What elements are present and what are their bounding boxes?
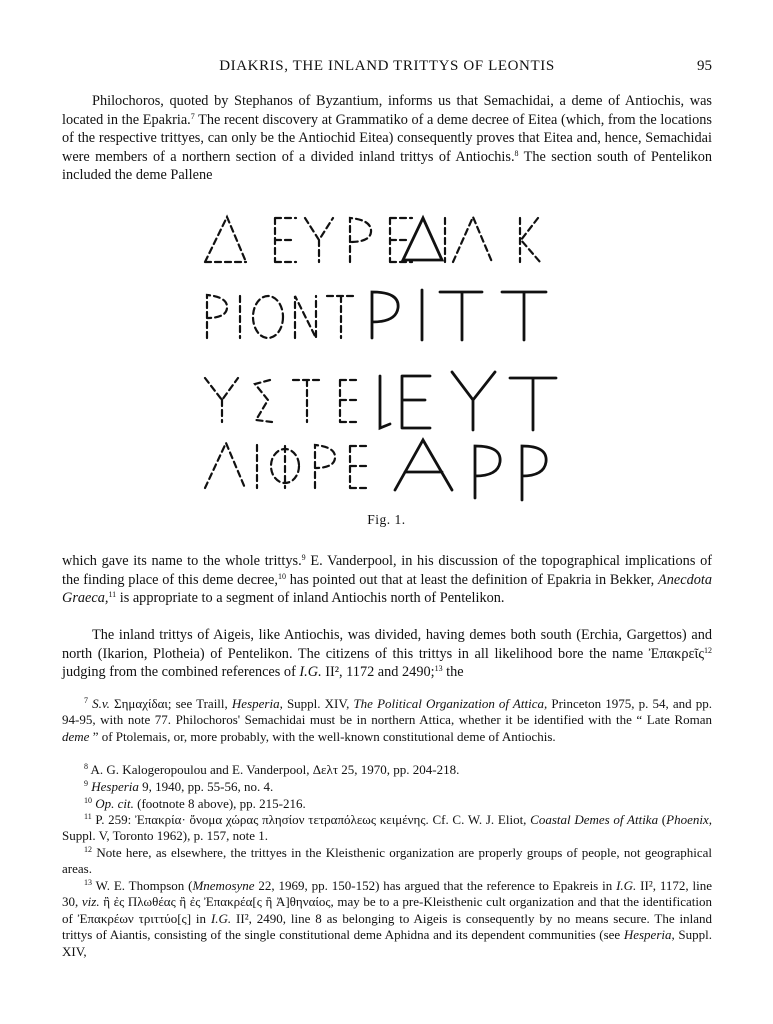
journal-title: Mnemosyne	[192, 878, 255, 893]
footnote-number: 12	[84, 845, 92, 854]
text: Philochoros, quoted by Stephanos of Byzantium, informs us that Semachidai, a deme of Antiochis, was located in the Epakria.	[62, 93, 712, 128]
footnote-10	[62, 796, 712, 812]
inscription-solid-delta	[403, 218, 442, 260]
footnote-ref-13[interactable]: 13	[434, 664, 443, 674]
footnote-number: 8	[84, 762, 88, 771]
footnote-13	[62, 878, 712, 960]
text: which gave its name to the whole trittys.	[62, 553, 302, 569]
text: P. 259: Ἐπακρία· ὄνομα χώρας πλησίον τετραπόλεως κειμένης. Cf. C. W. J. Eliot,	[91, 812, 531, 827]
footnote-7	[62, 696, 712, 745]
text: is appropriate to a segment of inland Antiochis north of Pentelikon.	[116, 590, 505, 607]
text: viz.	[81, 894, 100, 910]
journal-title: Hesperia,	[623, 927, 675, 943]
footnote-9	[62, 779, 712, 795]
text: judging from the combined references of	[62, 664, 300, 681]
text: deme	[62, 728, 90, 744]
text: Note here, as elsewhere, the trittyes in the Kleisthenic organization are properly groups of people, not geographical areas.	[62, 845, 712, 877]
footnote-number: 9	[84, 779, 88, 788]
abbrev-ig: I.G.	[299, 664, 322, 681]
footnote-ref-7[interactable]: 7	[190, 111, 195, 121]
text: ἢ ἐς Πλωθέας ἢ ἐς Ἐπακρέα[ς ἢ Ἀ]θηναίος, may be to a pre-Kleisthenic cult organization and that the identification of Ἐπακρέων τριττύο[ς] in	[62, 894, 712, 926]
text: Op. cit.	[95, 796, 134, 811]
inscription-row-3-solid	[380, 372, 556, 430]
book-title: Coastal Demes of Attika	[530, 812, 659, 827]
inscription-row-2	[207, 295, 355, 338]
text: Suppl. V, Toronto 1962), p. 157, note 1.	[62, 828, 269, 844]
paragraph-semachidai	[62, 92, 712, 185]
text: E. Vanderpool, in his discussion of the topographical implications of the finding place of this deme decree,	[62, 553, 712, 588]
text: 22, 1969, pp. 150-152) has argued that the reference to Epakreis in	[254, 878, 617, 893]
inscription-row-1	[205, 217, 540, 262]
text: ” of Ptolemais, or, more probably, with the well-known constitutional deme of Antiochis.	[89, 728, 556, 744]
text: Princeton 1975, p. 54, and pp. 94-95, with note 77. Philochoros' Semachidai must be in northern Attica, whether it be identified with the “ Late Roman	[62, 696, 713, 728]
paragraph-vanderpool	[62, 552, 712, 608]
page-number: 95	[697, 58, 712, 74]
text: II², 1172, line 30,	[62, 878, 712, 910]
book-title: Anecdota Graeca,	[62, 571, 712, 607]
inscription-row-4-solid	[395, 440, 546, 500]
footnote-12	[62, 845, 712, 878]
text: S.v.	[92, 696, 110, 711]
inscription-row-2-solid	[372, 290, 546, 340]
footnote-ref-12[interactable]: 12	[704, 645, 712, 655]
footnote-number: 11	[84, 812, 92, 821]
journal-title: Phoenix,	[666, 812, 712, 827]
footnote-number: 10	[84, 796, 92, 805]
inscription-figure	[190, 200, 570, 510]
figure-caption: Fig. 1.	[367, 512, 406, 527]
footnote-number: 13	[84, 878, 92, 887]
footnote-ref-9[interactable]: 9	[301, 553, 306, 562]
journal-title: Hesperia,	[231, 696, 283, 711]
text: A. G. Kalogeropoulou and E. Vanderpool, Δελτ 25, 1970, pp. 204-218.	[88, 762, 460, 777]
journal-title: Hesperia	[91, 779, 139, 794]
text: Σημαχίδαι; see Traill,	[109, 696, 232, 711]
text: II², 1172 and 2490;	[321, 664, 435, 681]
inscription-row-4	[205, 443, 370, 488]
inscription-drawing	[190, 200, 570, 510]
text: 9, 1940, pp. 55-56, no. 4.	[138, 779, 274, 794]
abbrev-ig: I.G.	[616, 878, 637, 893]
running-title: DIAKRIS, THE INLAND TRITTYS OF LEONTIS	[219, 58, 555, 74]
text: the	[442, 664, 464, 681]
text: W. E. Thompson (	[92, 878, 193, 893]
text: The section south of Pentelikon included the deme Pallene	[62, 148, 712, 184]
text: Suppl. XIV,	[62, 927, 712, 959]
inscription-row-3	[205, 378, 360, 422]
text: The recent discovery at Grammatiko of a deme decree of Eitea (which, from the locations of the respective trittyes, can only be the Antiochid Eitea) consequently proves that Eitea and, hence, Semachidai were members of a northern section of a divided inland trittys of Antiochis.	[62, 111, 712, 165]
text: has pointed out that at least the definition of Epakria in Bekker,	[285, 571, 658, 588]
paragraph-aigeis	[62, 626, 712, 682]
text: II², 2490, line 8 as belonging to Aigeis is consequently by no means secure. The inland trittys of Aiantis, consisting of the single constitutional deme Aphidna and its dependent communities (see	[62, 910, 712, 943]
footnote-8	[62, 762, 712, 778]
footnote-ref-11[interactable]: 11	[108, 590, 117, 600]
text: (footnote 8 above), pp. 215-216.	[133, 796, 306, 811]
page-header	[62, 58, 712, 78]
text: (	[658, 812, 667, 827]
abbrev-ig: I.G.	[210, 910, 232, 926]
text: The inland trittys of Aigeis, like Antiochis, was divided, having demes both south (Erchia, Gargettos) and north (Ikarion, Plotheia) of Pentelikon. The citizens of this trittys in all likelihood bore the name Ἐπακρεῖς	[62, 627, 712, 662]
footnote-ref-10[interactable]: 10	[277, 571, 286, 581]
footnote-11	[62, 812, 712, 845]
footnote-number: 7	[84, 696, 88, 705]
text: Suppl. XIV,	[282, 696, 354, 711]
book-title: The Political Organization of Attica,	[353, 696, 548, 711]
footnote-ref-8[interactable]: 8	[514, 148, 519, 158]
